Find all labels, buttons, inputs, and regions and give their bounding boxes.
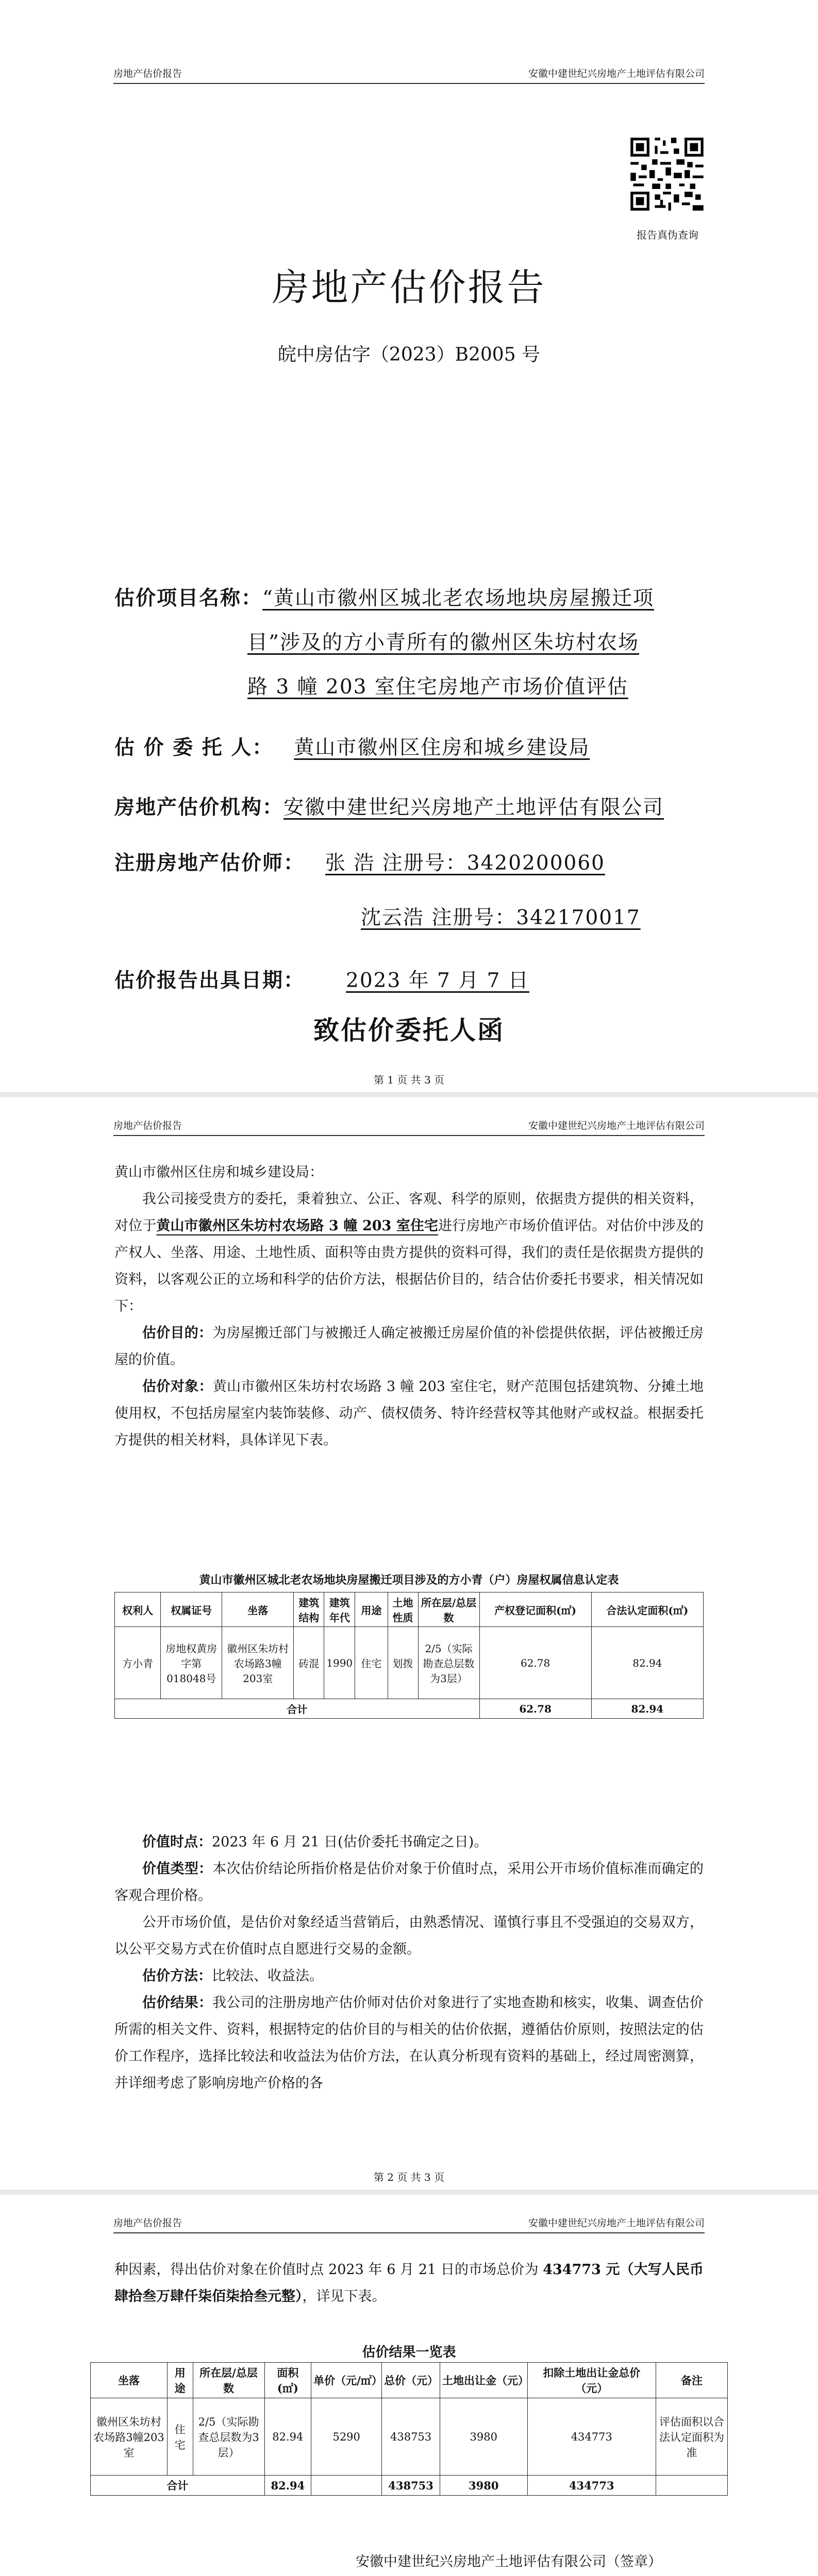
page-header [113,2215,705,2233]
col-remark: 备注 [656,2363,728,2398]
date-line [114,964,529,993]
date-label: 估价报告出具日期： [114,969,305,992]
header-left: 房地产估价报告 [113,2217,182,2229]
header-left: 房地产估价报告 [113,1120,182,1131]
ownership-table [114,1592,704,1719]
report-number: 皖中房估字（2023）B2005 号 [277,344,541,365]
table-total-row [115,1699,704,1719]
cont-part-c: ，详见下表。 [302,2289,386,2304]
letter-title: 致估价委托人函 [313,1015,505,1045]
cell-floor: 2/5（实际勘查总层数为3层） [418,1627,479,1699]
page-1 [0,0,818,1092]
table-row [91,2398,728,2476]
cont-words: （大写人民币肆拾叁万肆仟柒佰柒拾叁元整） [114,2262,704,2304]
client-value: 黄山市徽州区住房和城乡建设局 [294,736,590,759]
col-legal-area: 合法认定面积(㎡) [591,1592,703,1627]
client-label: 估 价 委 托 人： [114,736,274,759]
cell-cert: 房地权黄房字第018048号 [161,1627,222,1699]
table-row [115,1627,704,1699]
header-right: 安徽中建世纪兴房地产土地评估有限公司 [528,68,705,79]
method-paragraph [114,1963,704,1990]
continuation-paragraph [114,2257,704,2310]
cell-year: 1990 [324,1627,355,1699]
header-left: 房地产估价报告 [113,68,182,79]
method-text: 比较法、收益法。 [212,1968,323,1984]
col-land-fee: 土地出让金（元） [440,2363,527,2398]
date-value: 2023 年 7 月 7 日 [346,969,529,992]
col-location: 坐落 [222,1592,294,1627]
col-owner: 权利人 [115,1592,161,1627]
cell-legal-area: 82.94 [591,1627,703,1699]
cont-part-a: 种因素，得出估价对象在价值时点 2023 年 6 月 21 日的市场总价为 [114,2262,543,2278]
appraiser-line [114,847,605,876]
project-name-value-1: “黄山市徽州区城北老农场地块房屋搬迁项 [262,587,654,610]
intro-part-a: 我公司接受贵方的委托，秉着独立、公正、客观、科学的原则，依据贵方提供的相关资料，对位于 [114,1191,704,1234]
total-label: 合计 [115,1699,480,1719]
object-paragraph [114,1374,704,1454]
page-header [113,66,705,84]
col-reg-area: 产权登记面积(㎡) [479,1592,591,1627]
col-floor: 所在层/总层数 [193,2363,264,2398]
total-unit-empty [311,2476,382,2496]
col-net-price: 扣除土地出让金总价（元） [527,2363,656,2398]
header-right: 安徽中建世纪兴房地产土地评估有限公司 [528,2217,705,2229]
cell-structure: 砖混 [294,1627,324,1699]
client-line [114,732,590,760]
total-price: 438753 [382,2476,440,2496]
appraiser-label: 注册房地产估价师： [114,851,305,875]
col-unit-price: 单价（元/㎡） [311,2363,382,2398]
result-paragraph [114,1990,704,2097]
cell-use: 住宅 [168,2398,193,2476]
result-table-title: 估价结果一览表 [362,2345,456,2360]
value-type-paragraph [114,1856,704,1909]
col-total-price: 总价（元） [382,2363,440,2398]
total-legal-area: 82.94 [591,1699,703,1719]
page-header [113,1118,705,1136]
object-label: 估价对象： [142,1379,213,1395]
value-type-label: 价值类型： [142,1861,213,1877]
purpose-label: 估价目的： [142,1325,213,1341]
col-area: 面积(㎡) [264,2363,311,2398]
cont-total: 434773 元 [543,2262,620,2278]
cell-land: 划拨 [388,1627,418,1699]
letter-body-2 [114,1829,704,2097]
cell-use: 住宅 [355,1627,388,1699]
col-land: 土地性质 [388,1592,418,1627]
value-date-text: 2023 年 6 月 21 日(估价委托书确定之日)。 [212,1834,488,1850]
total-land-fee: 3980 [440,2476,527,2496]
intro-part-c: 进行房地产市场价值评估。对估价中涉及的产权人、坐落、用途、土地性质、面积等由贵方提供的资料可得，我们的责任是依据贵方提供的资料，以客观公正的立场和科学的估价方法，根据估价目的，结合估价委托书要求，相关情况如下： [114,1218,704,1314]
purpose-paragraph [114,1320,704,1374]
org-label: 房地产估价机构： [114,795,284,819]
header-right: 安徽中建世纪兴房地产土地评估有限公司 [528,1120,705,1131]
cell-net-price: 434773 [527,2398,656,2476]
total-remark-empty [656,2476,728,2496]
intro-property: 黄山市徽州区朱坊村农场路 3 幢 203 室住宅 [156,1218,439,1234]
page-2 [0,1097,818,2190]
cell-location: 徽州区朱坊村农场路3幢203室 [91,2398,168,2476]
table-header-row [115,1592,704,1627]
result-label: 估价结果： [142,1995,213,2011]
page-footer: 第 1 页 共 3 页 [373,1074,445,1086]
project-name-label: 估价项目名称： [114,586,263,610]
cell-owner: 方小青 [115,1627,161,1699]
cell-reg-area: 62.78 [479,1627,591,1699]
col-use: 用途 [168,2363,193,2398]
letter-body [114,1159,704,1454]
result-table [90,2362,728,2496]
cell-area: 82.94 [264,2398,311,2476]
ownership-table-title: 黄山市徽州区城北老农场地块房屋搬迁项目涉及的方小青（户）房屋权属信息认定表 [199,1573,619,1587]
col-location: 坐落 [91,2363,168,2398]
project-name-value-2: 目”涉及的方小青所有的徽州区朱坊村农场 [247,631,639,654]
appraiser-1: 张 浩 注册号：3420200060 [325,852,605,875]
org-value: 安徽中建世纪兴房地产土地评估有限公司 [283,796,664,819]
cell-remark: 评估面积以合法认定面积为准 [656,2398,728,2476]
total-net-price: 434773 [527,2476,656,2496]
cell-unit-price: 5290 [311,2398,382,2476]
market-value-paragraph: 公开市场价值，是估价对象经适当营销后，由熟悉情况、谨慎行事且不受强迫的交易双方，以公平交易方式在价值时点自愿进行交易的金额。 [114,1914,704,1957]
object-text: 黄山市徽州区朱坊村农场路 3 幢 203 室住宅，财产范围包括建筑物、分摊土地使用权，不包括房屋室内装饰装修、动产、债权债务、特许经营权等其他财产或权益。根据委托方提供的相关材料，具体详见下表。 [114,1379,704,1448]
cell-land-fee: 3980 [440,2398,527,2476]
project-name-line1 [114,582,654,611]
cell-floor: 2/5（实际勘查总层数为3层） [193,2398,264,2476]
col-floor: 所在层/总层数 [418,1592,479,1627]
table-header-row [91,2363,728,2398]
company-seal-line: 安徽中建世纪兴房地产土地评估有限公司（签章） [356,2554,662,2570]
col-year: 建筑年代 [324,1592,355,1627]
total-reg-area: 62.78 [479,1699,591,1719]
intro-paragraph [114,1186,704,1320]
result-text: 我公司的注册房地产估价师对估价对象进行了实地查勘和核实，收集、调查估价所需的相关文件、资料，根据特定的估价目的与相关的估价依据，遵循估价原则，按照法定的估价工作程序，选择比较法和收益法为估价方法，在认真分析现有资料的基础上，经过周密测算，并详细考虑了影响房地产价格的各 [114,1995,704,2091]
salutation: 黄山市徽州区住房和城乡建设局： [114,1164,323,1180]
qr-caption: 报告真伪查询 [637,229,698,241]
value-date-label: 价值时点： [142,1834,212,1850]
qr-code-icon[interactable] [628,135,706,213]
purpose-text: 为房屋搬迁部门与被搬迁人确定被搬迁房屋价值的补偿提供依据，评估被搬迁房屋的价值。 [114,1325,704,1368]
method-label: 估价方法： [142,1968,212,1984]
report-title: 房地产估价报告 [272,266,546,309]
project-name-value-3: 路 3 幢 203 室住宅房地产市场价值评估 [247,675,628,699]
col-cert: 权属证号 [161,1592,222,1627]
cell-total-price: 438753 [382,2398,440,2476]
col-use: 用途 [355,1592,388,1627]
col-structure: 建筑结构 [294,1592,324,1627]
value-date-paragraph [114,1829,704,1856]
table-total-row [91,2476,728,2496]
total-area: 82.94 [264,2476,311,2496]
page-footer: 第 2 页 共 3 页 [373,2171,445,2183]
page-3 [0,2195,818,2576]
total-label: 合计 [91,2476,265,2496]
cell-location: 徽州区朱坊村农场路3幢203室 [222,1627,294,1699]
appraiser-2: 沈云浩 注册号：342170017 [361,906,641,929]
org-line [114,791,664,820]
value-type-text: 本次估价结论所指价格是估价对象于价值时点，采用公开市场价值标准而确定的客观合理价格。 [114,1861,704,1904]
